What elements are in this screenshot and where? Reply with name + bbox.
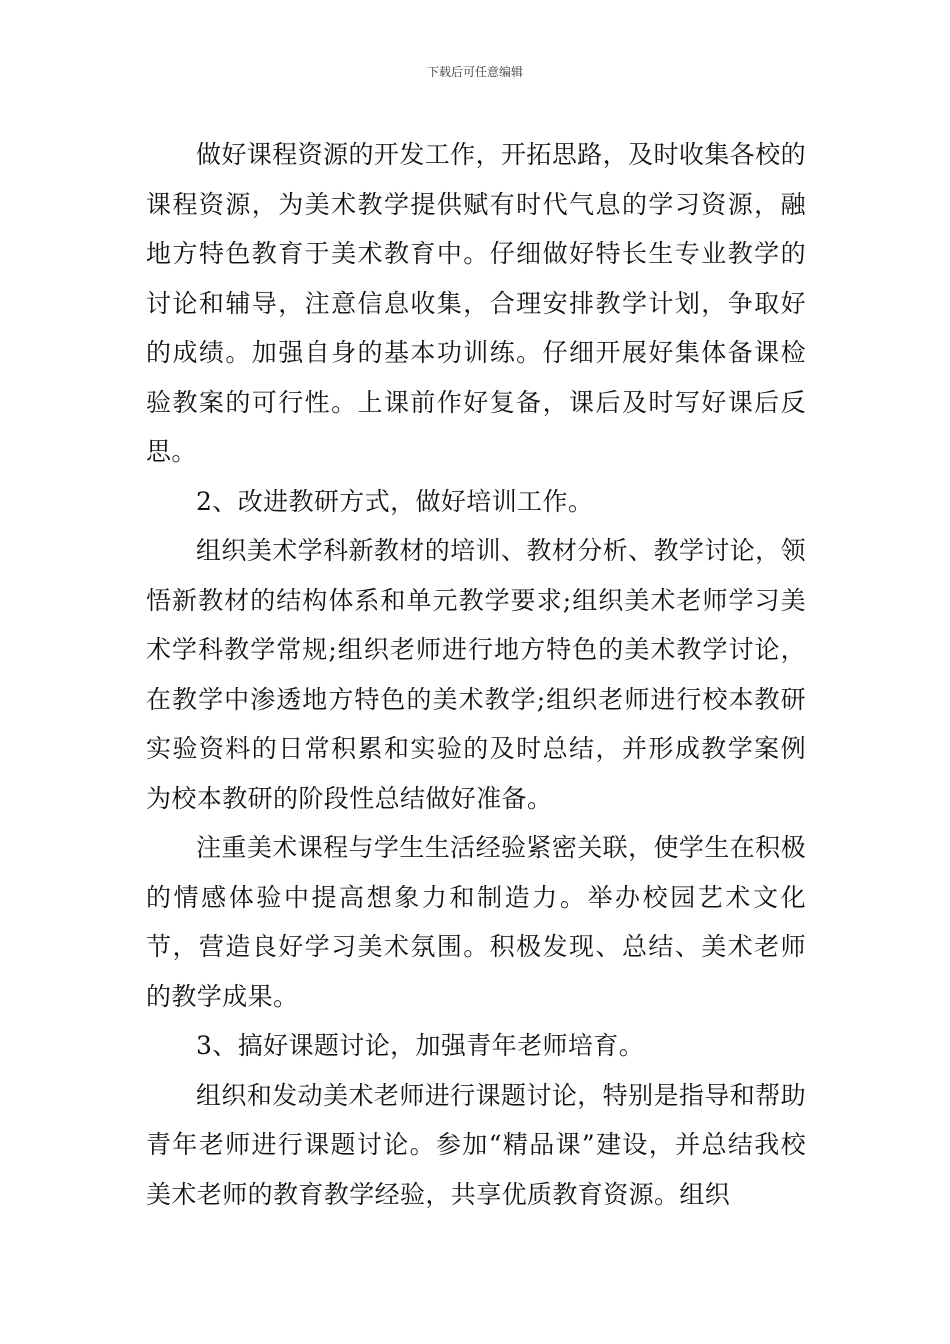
paragraph-course-resources: 做好课程资源的开发工作，开拓思路，及时收集各校的课程资源，为美术教学提供赋有时代气息的学习资源，融地方特色教育于美术教育中。仔细做好特长生专业教学的讨论和辅导，注意信息收集，合理安排教学计划，争取好的成绩。加强自身的基本功训练。仔细开展好集体备课检验教案的可行性。上课前作好复备，课后及时写好课后反思。 — [146, 140, 806, 466]
paragraph-training: 组织美术学科新教材的培训、教材分析、教学讨论，领悟新教材的结构体系和单元教学要求;组织美术老师学习美术学科教学常规;组织老师进行地方特色的美术教学讨论，在教学中渗透地方特色的美术教学;组织老师进行校本教研实验资料的日常积累和实验的及时总结，并形成教学案例为校本教研的阶段性总结做好准备。 — [146, 536, 806, 813]
paragraph-research: 组织和发动美术老师进行课题讨论，特别是指导和帮助青年老师进行课题讨论。参加“精品课”建设，并总结我校美术老师的教育教学经验，共享优质教育资源。组织 — [146, 1080, 806, 1209]
section-heading-3: 3、搞好课题讨论，加强青年老师培育。 — [196, 1031, 645, 1060]
section-heading-2: 2、改进教研方式，做好培训工作。 — [196, 486, 594, 516]
page-header: 下载后可任意编辑 — [426, 65, 523, 79]
document-body — [146, 130, 806, 1219]
paragraph-art-culture: 注重美术课程与学生生活经验紧密关联，使学生在积极的情感体验中提高想象力和制造力。举办校园艺术文化节，营造良好学习美术氛围。积极发现、总结、美术老师的教学成果。 — [146, 833, 806, 1011]
